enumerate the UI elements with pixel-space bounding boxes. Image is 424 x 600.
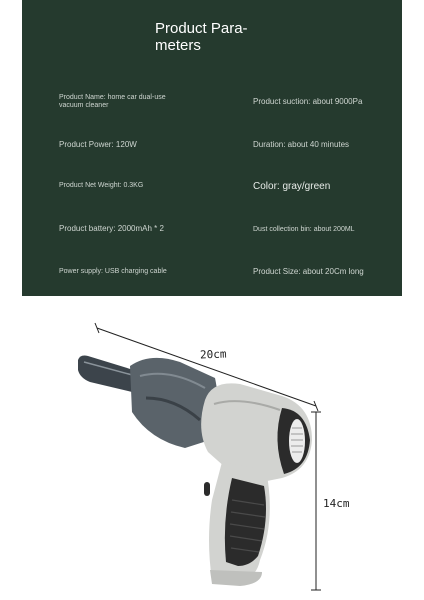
- param-power: Product Power: 120W: [59, 140, 137, 149]
- title-line-2: meters: [155, 37, 201, 54]
- param-name-line-2: vacuum cleaner: [59, 102, 109, 109]
- param-weight: Product Net Weight: 0.3KG: [59, 182, 144, 189]
- param-battery: Product battery: 2000mAh * 2: [59, 224, 164, 233]
- param-name-line-1: Product Name: home car dual-use: [59, 94, 166, 101]
- param-suction: Product suction: about 9000Pa: [253, 97, 363, 106]
- power-switch: [204, 482, 210, 496]
- param-dust-bin: Dust collection bin: about 200ML: [253, 226, 355, 233]
- title-line-1: Product Para-: [155, 20, 248, 37]
- param-duration: Duration: about 40 minutes: [253, 140, 350, 149]
- length-dimension-label: 20cm: [199, 347, 227, 362]
- param-size: Product Size: about 20Cm long: [253, 267, 364, 276]
- param-supply: Power supply: USB charging cable: [59, 268, 167, 275]
- height-dimension-label: 14cm: [323, 497, 350, 510]
- height-dimension-line: [311, 412, 321, 590]
- param-color: Color: gray/green: [253, 181, 331, 192]
